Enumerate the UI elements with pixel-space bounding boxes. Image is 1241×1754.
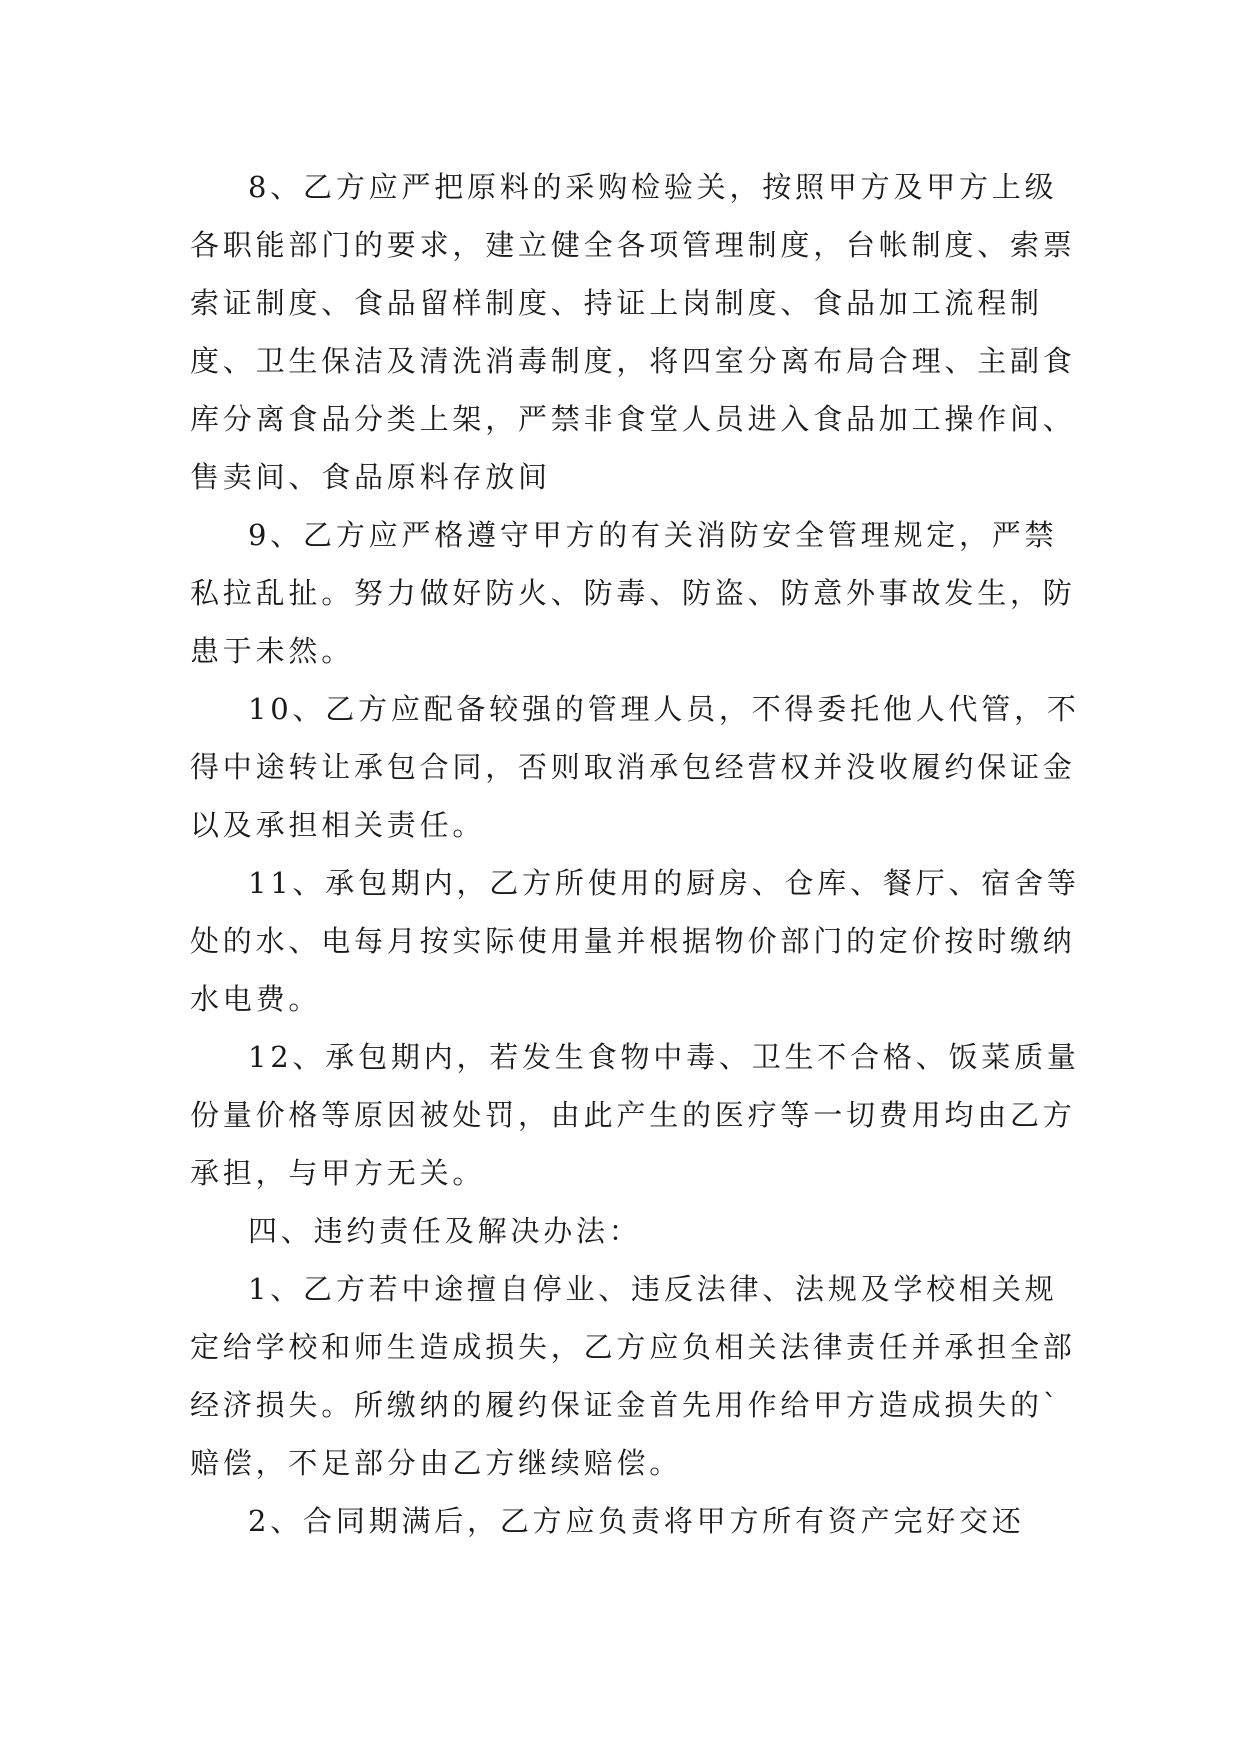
paragraph-breach-1: 1、乙方若中途擅自停业、违反法律、法规及学校相关规定给学校和师生造成损失，乙方应负相关法律责任并承担全部经济损失。所缴纳的履约保证金首先用作给甲方造成损失的`赔偿，不足部分由乙方继续赔偿。 bbox=[190, 1272, 1076, 1480]
paragraph-clause-9: 9、乙方应严格遵守甲方的有关消防安全管理规定，严禁私拉乱扯。努力做好防火、防毒、防盗、防意外事故发生，防患于未然。 bbox=[190, 518, 1076, 668]
paragraph-clause-10: 10、乙方应配备较强的管理人员，不得委托他人代管，不得中途转让承包合同，否则取消承包经营权并没收履约保证金以及承担相关责任。 bbox=[190, 692, 1080, 842]
paragraph-breach-2: 2、合同期满后，乙方应负责将甲方所有资产完好交还 bbox=[248, 1504, 1025, 1538]
document-body bbox=[190, 158, 1080, 1550]
paragraph-clause-11: 11、承包期内，乙方所使用的厨房、仓库、餐厅、宿舍等处的水、电每月按实际使用量并根据物价部门的定价按时缴纳水电费。 bbox=[190, 866, 1080, 1016]
paragraph-clause-8: 8、乙方应严把原料的采购检验关，按照甲方及甲方上级各职能部门的要求，建立健全各项管理制度，台帐制度、索票索证制度、食品留样制度、持证上岗制度、食品加工流程制度、卫生保洁及清洗消毒制度，将四室分离布局合理、主副食库分离食品分类上架，严禁非食堂人员进入食品加工操作间、售卖间、食品原料存放间 bbox=[190, 170, 1076, 494]
section-heading-breach-liability: 四、违约责任及解决办法： bbox=[248, 1214, 642, 1248]
paragraph-clause-12: 12、承包期内，若发生食物中毒、卫生不合格、饭菜质量份量价格等原因被处罚，由此产生的医疗等一切费用均由乙方承担，与甲方无关。 bbox=[190, 1040, 1080, 1190]
